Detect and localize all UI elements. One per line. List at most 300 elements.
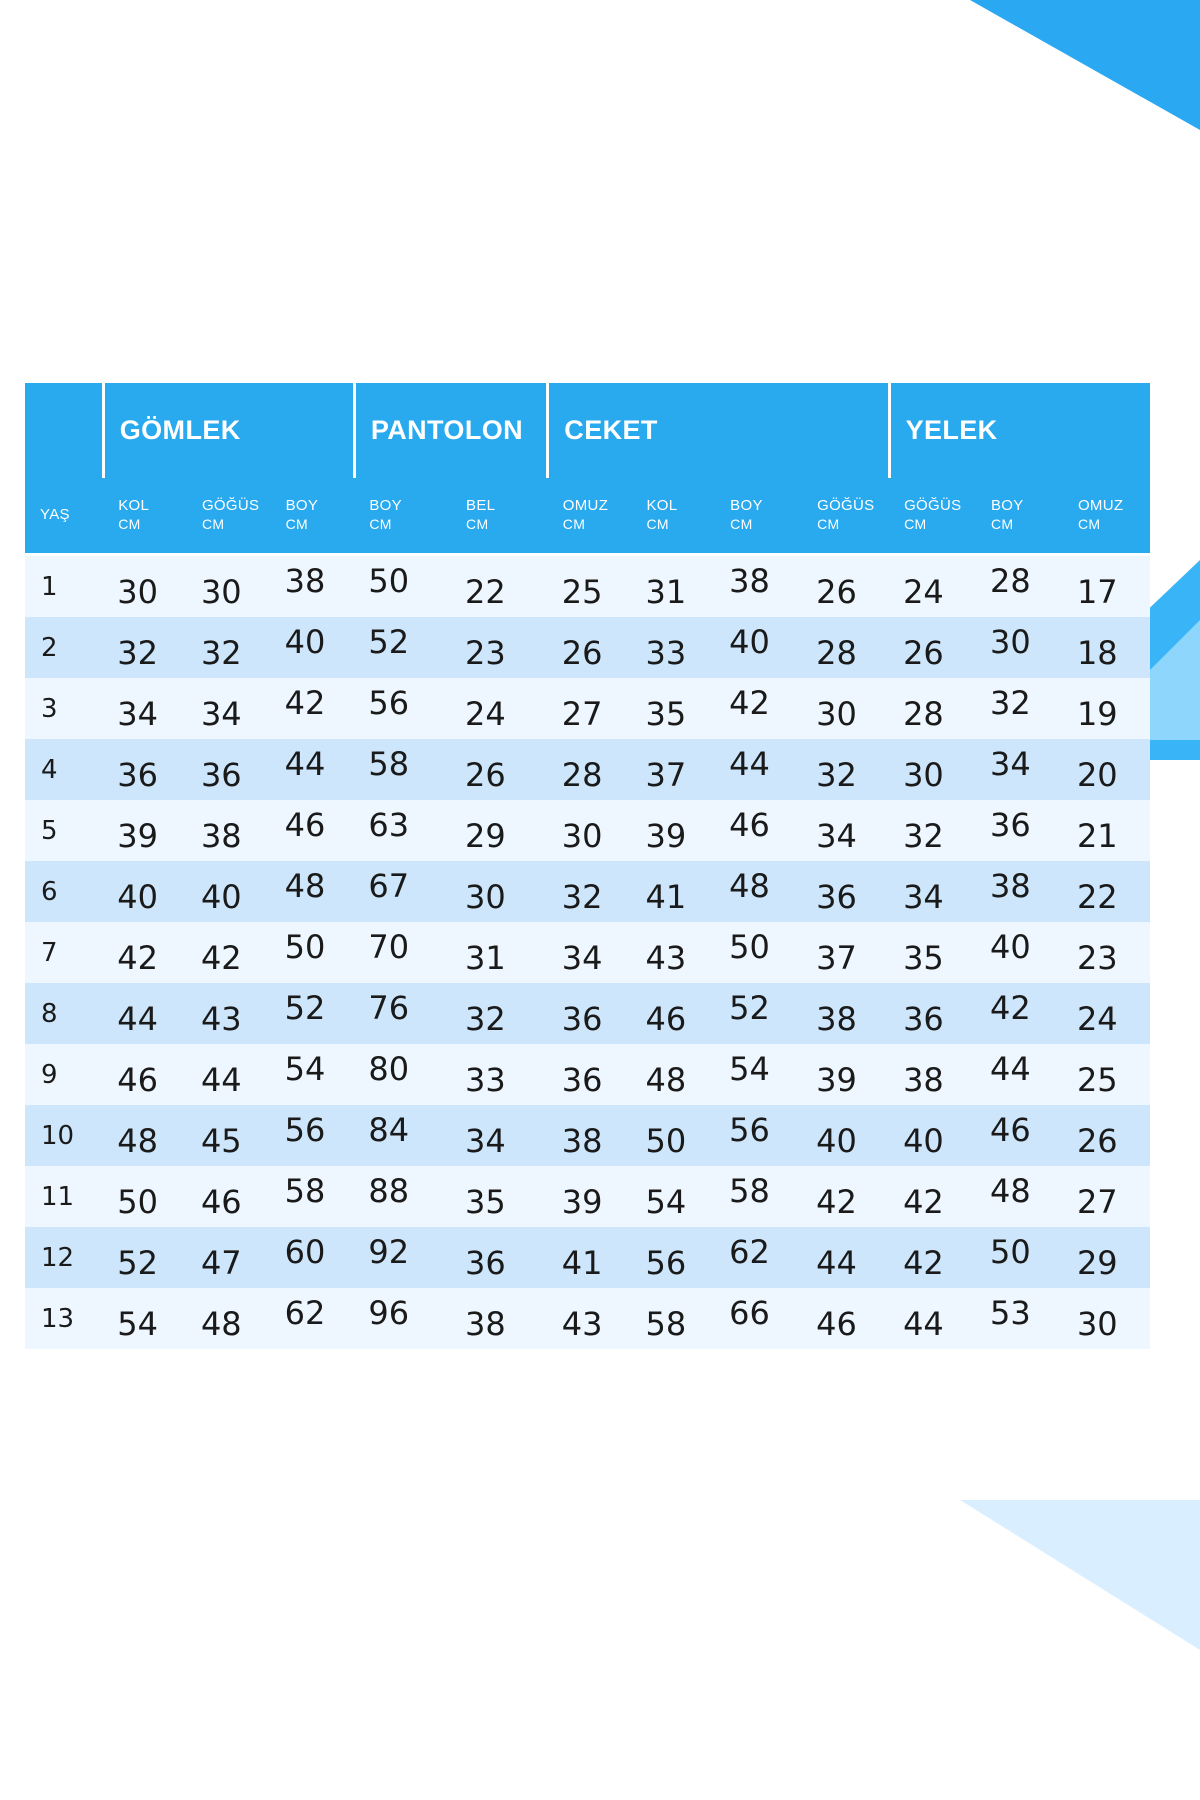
- cell-measurement: [976, 1166, 1063, 1227]
- cell-value: 48: [117, 1121, 158, 1160]
- cell-measurement: [103, 1044, 187, 1105]
- cell-measurement: [354, 922, 451, 983]
- cell-measurement: [631, 1044, 715, 1105]
- cell-value: 43: [200, 999, 242, 1038]
- cell-measurement: [271, 861, 355, 922]
- cell-value: 36: [200, 755, 242, 794]
- cell-measurement: [354, 1288, 451, 1349]
- column-header-pantolon-bel-unit: CM: [466, 516, 489, 533]
- cell-value: 30: [990, 622, 1031, 661]
- cell-measurement: [548, 1044, 632, 1105]
- column-header-gomlek-boy-unit: CM: [285, 516, 308, 533]
- cell-value: 38: [816, 999, 857, 1038]
- cell-measurement: [802, 1288, 889, 1349]
- cell-measurement: [354, 861, 451, 922]
- cell-measurement: [451, 861, 548, 922]
- cell-value: 2: [41, 632, 58, 663]
- table-row: [25, 678, 1150, 739]
- cell-measurement: [802, 739, 889, 800]
- cell-value: 52: [117, 1243, 158, 1282]
- cell-value: 40: [284, 622, 326, 661]
- column-header-ceket-kol-unit: CM: [646, 516, 669, 533]
- cell-value: 35: [465, 1182, 506, 1221]
- cell-value: 23: [465, 633, 506, 672]
- cell-value: 56: [284, 1110, 326, 1149]
- cell-value: 44: [816, 1243, 857, 1282]
- cell-value: 10: [41, 1120, 75, 1151]
- cell-value: 32: [816, 755, 857, 794]
- cell-value: 80: [368, 1049, 410, 1088]
- cell-measurement: [802, 555, 889, 618]
- cell-value: 50: [990, 1232, 1031, 1271]
- cell-measurement: [187, 1166, 271, 1227]
- cell-value: 56: [645, 1243, 687, 1282]
- cell-value: 24: [465, 694, 506, 733]
- cell-measurement: [548, 678, 632, 739]
- cell-value: 38: [903, 1060, 944, 1099]
- cell-measurement: [187, 922, 271, 983]
- cell-value: 50: [368, 561, 410, 600]
- cell-value: 53: [990, 1293, 1031, 1332]
- group-header-blank: [25, 383, 103, 478]
- cell-value: 32: [903, 816, 944, 855]
- cell-value: 37: [645, 755, 687, 794]
- column-header-ceket-kol-label: KOL: [646, 497, 678, 515]
- cell-measurement: [187, 800, 271, 861]
- cell-value: 3: [41, 693, 58, 724]
- cell-measurement: [802, 1166, 889, 1227]
- cell-measurement: [451, 739, 548, 800]
- cell-measurement: [889, 1105, 976, 1166]
- column-header-pantolon-bel-label: BEL: [466, 497, 496, 515]
- cell-value: 44: [200, 1060, 242, 1099]
- cell-measurement: [187, 1105, 271, 1166]
- table-row: [25, 1166, 1150, 1227]
- cell-value: 28: [816, 633, 857, 672]
- cell-value: 46: [729, 805, 770, 844]
- cell-measurement: [271, 800, 355, 861]
- cell-measurement: [451, 1044, 548, 1105]
- cell-measurement: [354, 739, 451, 800]
- cell-measurement: [631, 1166, 715, 1227]
- cell-measurement: [715, 1227, 802, 1288]
- cell-measurement: [354, 678, 451, 739]
- cell-value: 26: [465, 755, 506, 794]
- column-header-gomlek-gogus-unit: CM: [201, 516, 225, 533]
- cell-measurement: [715, 1166, 802, 1227]
- table-row: [25, 1105, 1150, 1166]
- size-chart-container: [25, 383, 1175, 1349]
- cell-value: 30: [200, 572, 242, 611]
- cell-value: 40: [816, 1121, 857, 1160]
- cell-value: 54: [284, 1049, 326, 1088]
- cell-value: 38: [990, 866, 1031, 905]
- table-row: [25, 1044, 1150, 1105]
- cell-measurement: [976, 983, 1063, 1044]
- cell-measurement: [889, 1227, 976, 1288]
- cell-measurement: [715, 861, 802, 922]
- cell-measurement: [103, 617, 187, 678]
- cell-value: 42: [117, 938, 158, 977]
- cell-measurement: [715, 739, 802, 800]
- cell-measurement: [631, 1105, 715, 1166]
- cell-value: 34: [990, 744, 1031, 783]
- cell-value: 50: [729, 927, 770, 966]
- cell-value: 40: [990, 927, 1031, 966]
- cell-value: 36: [561, 999, 603, 1038]
- background-shape-top-right: [970, 0, 1200, 130]
- cell-measurement: [715, 800, 802, 861]
- cell-value: 42: [816, 1182, 857, 1221]
- cell-value: 50: [645, 1121, 687, 1160]
- cell-measurement: [354, 1166, 451, 1227]
- cell-value: 67: [368, 866, 410, 905]
- cell-value: 43: [561, 1304, 603, 1343]
- cell-measurement: [271, 1288, 355, 1349]
- cell-value: 46: [816, 1304, 857, 1343]
- cell-measurement: [103, 1288, 187, 1349]
- cell-value: 54: [645, 1182, 687, 1221]
- cell-measurement: [103, 555, 187, 618]
- column-header-row: [25, 478, 1150, 555]
- cell-value: 24: [1076, 999, 1118, 1038]
- cell-measurement: [271, 983, 355, 1044]
- cell-value: 29: [1076, 1243, 1118, 1282]
- cell-measurement: [451, 800, 548, 861]
- cell-measurement: [802, 1105, 889, 1166]
- cell-measurement: [1063, 1288, 1150, 1349]
- cell-value: 40: [903, 1121, 944, 1160]
- cell-measurement: [1063, 861, 1150, 922]
- cell-measurement: [976, 1044, 1063, 1105]
- cell-measurement: [548, 922, 632, 983]
- cell-value: 26: [903, 633, 944, 672]
- cell-measurement: [451, 1227, 548, 1288]
- cell-value: 41: [561, 1243, 603, 1282]
- cell-value: 12: [41, 1242, 75, 1273]
- cell-measurement: [631, 1288, 715, 1349]
- cell-measurement: [802, 983, 889, 1044]
- column-header-gomlek-boy: [271, 478, 355, 555]
- column-header-yas-label: YAŞ: [40, 506, 70, 524]
- cell-measurement: [976, 739, 1063, 800]
- column-header-pantolon-bel: [451, 478, 548, 555]
- table-row: [25, 922, 1150, 983]
- table-row: [25, 739, 1150, 800]
- column-header-yas: [25, 478, 103, 555]
- cell-value: 26: [816, 572, 857, 611]
- cell-value: 29: [465, 816, 506, 855]
- cell-measurement: [802, 1044, 889, 1105]
- cell-value: 44: [117, 999, 158, 1038]
- cell-measurement: [451, 678, 548, 739]
- cell-measurement: [103, 800, 187, 861]
- cell-measurement: [1063, 1166, 1150, 1227]
- table-row: [25, 800, 1150, 861]
- cell-value: 30: [816, 694, 857, 733]
- cell-value: 48: [284, 866, 326, 905]
- cell-measurement: [451, 1105, 548, 1166]
- cell-value: 60: [284, 1232, 326, 1271]
- cell-value: 48: [200, 1304, 242, 1343]
- cell-age: [25, 1166, 103, 1227]
- cell-measurement: [271, 739, 355, 800]
- cell-value: 62: [729, 1232, 770, 1271]
- cell-measurement: [187, 861, 271, 922]
- cell-value: 52: [284, 988, 326, 1027]
- cell-value: 31: [465, 938, 506, 977]
- cell-value: 46: [200, 1182, 242, 1221]
- cell-measurement: [631, 983, 715, 1044]
- cell-measurement: [187, 739, 271, 800]
- cell-value: 36: [117, 755, 158, 794]
- cell-measurement: [631, 1227, 715, 1288]
- cell-measurement: [548, 617, 632, 678]
- cell-value: 39: [561, 1182, 603, 1221]
- cell-value: 48: [729, 866, 770, 905]
- cell-value: 32: [990, 683, 1031, 722]
- cell-value: 41: [645, 877, 687, 916]
- cell-value: 30: [117, 572, 158, 611]
- cell-value: 36: [465, 1243, 506, 1282]
- cell-age: [25, 555, 103, 618]
- cell-value: 46: [284, 805, 326, 844]
- cell-value: 43: [645, 938, 687, 977]
- cell-age: [25, 1288, 103, 1349]
- group-header-ceket: CEKET: [548, 383, 889, 478]
- table-row: [25, 983, 1150, 1044]
- cell-value: 84: [368, 1110, 410, 1149]
- cell-measurement: [976, 922, 1063, 983]
- cell-value: 28: [990, 561, 1031, 600]
- cell-measurement: [103, 1227, 187, 1288]
- cell-measurement: [187, 1044, 271, 1105]
- cell-measurement: [631, 678, 715, 739]
- cell-measurement: [271, 1227, 355, 1288]
- column-header-ceket-boy-unit: CM: [730, 516, 753, 533]
- column-header-yelek-boy: [976, 478, 1063, 555]
- cell-value: 11: [41, 1181, 75, 1212]
- cell-value: 62: [284, 1293, 326, 1332]
- cell-age: [25, 1227, 103, 1288]
- cell-value: 50: [284, 927, 326, 966]
- cell-measurement: [1063, 678, 1150, 739]
- cell-value: 88: [368, 1171, 410, 1210]
- cell-value: 34: [200, 694, 242, 733]
- column-header-ceket-gogus: [802, 478, 889, 555]
- group-header-yelek: YELEK: [889, 383, 1150, 478]
- cell-measurement: [103, 1105, 187, 1166]
- cell-value: 36: [990, 805, 1031, 844]
- cell-measurement: [103, 922, 187, 983]
- cell-value: 36: [561, 1060, 603, 1099]
- cell-value: 44: [729, 744, 770, 783]
- column-header-gomlek-kol-unit: CM: [118, 516, 141, 533]
- cell-measurement: [271, 678, 355, 739]
- cell-measurement: [548, 983, 632, 1044]
- cell-value: 40: [200, 877, 242, 916]
- column-header-yelek-boy-unit: CM: [991, 516, 1014, 533]
- cell-age: [25, 922, 103, 983]
- cell-value: 42: [729, 683, 770, 722]
- cell-measurement: [976, 1227, 1063, 1288]
- cell-measurement: [802, 617, 889, 678]
- cell-measurement: [271, 922, 355, 983]
- cell-value: 58: [729, 1171, 770, 1210]
- cell-measurement: [976, 555, 1063, 618]
- cell-value: 42: [284, 683, 326, 722]
- cell-value: 17: [1076, 572, 1118, 611]
- cell-measurement: [889, 800, 976, 861]
- cell-measurement: [715, 1288, 802, 1349]
- cell-value: 36: [816, 877, 857, 916]
- cell-measurement: [103, 1166, 187, 1227]
- cell-measurement: [354, 800, 451, 861]
- column-header-pantolon-boy-label: BOY: [369, 497, 402, 515]
- cell-value: 38: [729, 561, 770, 600]
- cell-value: 66: [729, 1293, 770, 1332]
- column-header-gomlek-gogus: [187, 478, 271, 555]
- cell-value: 56: [368, 683, 410, 722]
- cell-measurement: [103, 983, 187, 1044]
- cell-measurement: [889, 983, 976, 1044]
- cell-measurement: [1063, 1044, 1150, 1105]
- cell-measurement: [354, 1044, 451, 1105]
- cell-value: 48: [990, 1171, 1031, 1210]
- column-header-gomlek-gogus-label: GÖĞÜS: [201, 497, 260, 515]
- cell-measurement: [802, 1227, 889, 1288]
- cell-measurement: [103, 739, 187, 800]
- cell-value: 21: [1076, 816, 1118, 855]
- cell-measurement: [451, 617, 548, 678]
- cell-measurement: [354, 1227, 451, 1288]
- table-row: [25, 555, 1150, 618]
- column-header-yelek-omuz-unit: CM: [1077, 516, 1101, 533]
- cell-age: [25, 739, 103, 800]
- cell-value: 26: [1076, 1121, 1118, 1160]
- group-header-row: [25, 383, 1150, 478]
- cell-value: 34: [117, 694, 158, 733]
- cell-value: 38: [284, 561, 326, 600]
- cell-measurement: [715, 678, 802, 739]
- cell-value: 31: [645, 572, 687, 611]
- cell-measurement: [451, 983, 548, 1044]
- cell-measurement: [802, 922, 889, 983]
- cell-measurement: [548, 555, 632, 618]
- cell-value: 47: [200, 1243, 242, 1282]
- cell-measurement: [103, 678, 187, 739]
- cell-value: 58: [645, 1304, 687, 1343]
- cell-measurement: [271, 617, 355, 678]
- cell-measurement: [976, 617, 1063, 678]
- cell-measurement: [1063, 1105, 1150, 1166]
- size-chart-table: [25, 383, 1150, 1349]
- cell-measurement: [976, 800, 1063, 861]
- table-row: [25, 1288, 1150, 1349]
- cell-value: 24: [903, 572, 944, 611]
- cell-measurement: [548, 1227, 632, 1288]
- cell-value: 19: [1076, 694, 1118, 733]
- column-header-yelek-boy-label: BOY: [991, 497, 1024, 515]
- cell-measurement: [889, 922, 976, 983]
- cell-measurement: [715, 617, 802, 678]
- cell-value: 58: [368, 744, 410, 783]
- cell-measurement: [976, 861, 1063, 922]
- cell-value: 35: [903, 938, 944, 977]
- cell-value: 32: [117, 633, 158, 672]
- table-row: [25, 1227, 1150, 1288]
- cell-value: 40: [117, 877, 158, 916]
- cell-value: 27: [561, 694, 603, 733]
- cell-measurement: [802, 861, 889, 922]
- cell-value: 40: [729, 622, 770, 661]
- cell-measurement: [976, 1105, 1063, 1166]
- cell-measurement: [889, 678, 976, 739]
- cell-value: 48: [645, 1060, 687, 1099]
- group-header-pantolon: PANTOLON: [354, 383, 547, 478]
- cell-value: 6: [41, 876, 58, 907]
- cell-measurement: [631, 739, 715, 800]
- cell-value: 4: [41, 754, 58, 785]
- column-header-yelek-omuz-label: OMUZ: [1077, 497, 1124, 515]
- cell-value: 70: [368, 927, 410, 966]
- cell-age: [25, 617, 103, 678]
- cell-measurement: [889, 861, 976, 922]
- cell-measurement: [976, 1288, 1063, 1349]
- cell-measurement: [187, 678, 271, 739]
- cell-measurement: [354, 617, 451, 678]
- cell-value: 34: [903, 877, 944, 916]
- cell-value: 22: [1076, 877, 1118, 916]
- cell-measurement: [1063, 800, 1150, 861]
- cell-measurement: [715, 555, 802, 618]
- column-header-ceket-omuz: [548, 478, 632, 555]
- cell-measurement: [548, 739, 632, 800]
- cell-measurement: [889, 555, 976, 618]
- cell-measurement: [889, 1044, 976, 1105]
- cell-value: 42: [200, 938, 242, 977]
- cell-age: [25, 800, 103, 861]
- cell-age: [25, 1105, 103, 1166]
- column-header-gomlek-boy-label: BOY: [285, 497, 319, 515]
- cell-measurement: [103, 861, 187, 922]
- cell-value: 42: [903, 1182, 944, 1221]
- cell-value: 58: [284, 1171, 326, 1210]
- column-header-pantolon-boy-unit: CM: [369, 516, 392, 533]
- cell-measurement: [354, 983, 451, 1044]
- cell-value: 1: [41, 571, 58, 602]
- cell-measurement: [187, 555, 271, 618]
- cell-measurement: [802, 678, 889, 739]
- cell-value: 92: [368, 1232, 410, 1271]
- cell-age: [25, 678, 103, 739]
- cell-measurement: [187, 1227, 271, 1288]
- cell-value: 30: [561, 816, 603, 855]
- cell-measurement: [187, 983, 271, 1044]
- cell-value: 25: [1076, 1060, 1118, 1099]
- cell-measurement: [1063, 983, 1150, 1044]
- cell-value: 39: [117, 816, 158, 855]
- cell-measurement: [976, 678, 1063, 739]
- cell-value: 32: [465, 999, 506, 1038]
- column-header-yelek-omuz: [1063, 478, 1150, 555]
- cell-measurement: [802, 800, 889, 861]
- cell-value: 5: [41, 815, 58, 846]
- cell-value: 25: [561, 572, 603, 611]
- cell-value: 56: [729, 1110, 770, 1149]
- cell-measurement: [271, 1105, 355, 1166]
- cell-value: 34: [816, 816, 857, 855]
